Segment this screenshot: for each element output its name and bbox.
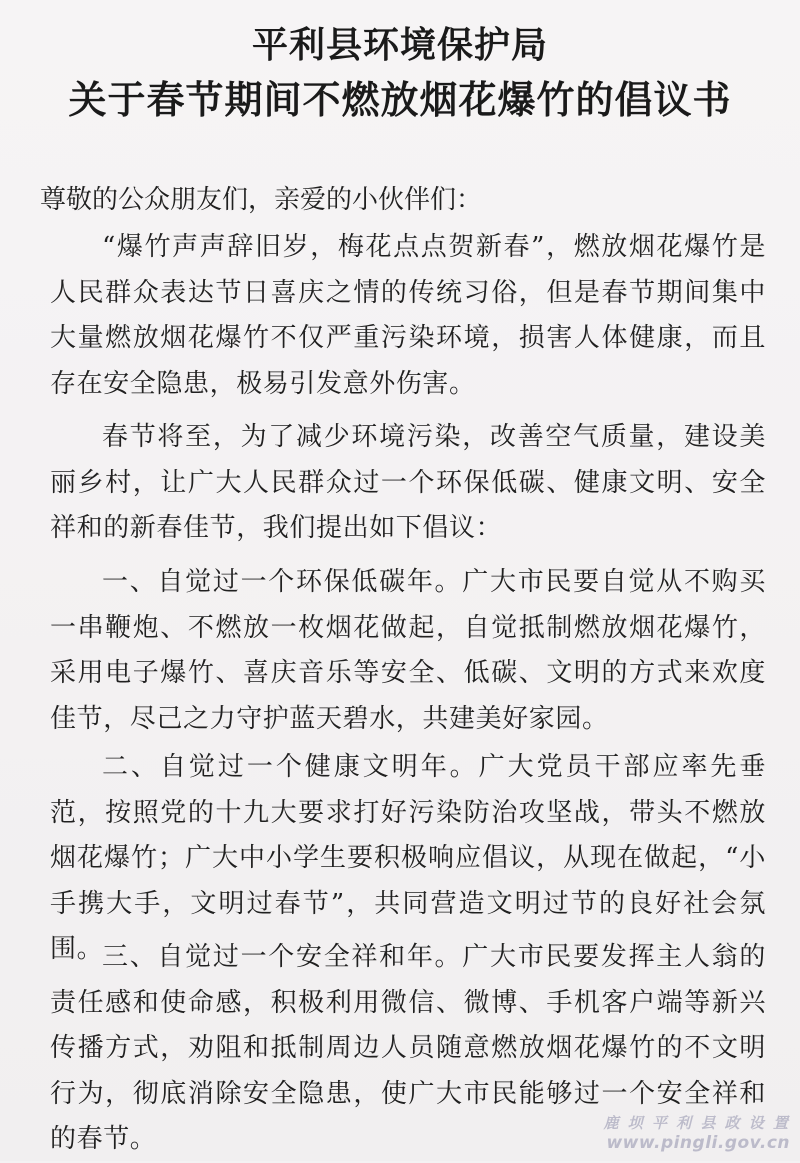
paragraph-proposal-2: 二、自觉过一个健康文明年。广大党员干部应率先垂范，按照党的十九大要求打好污染防治攻坚战，带头不燃放烟花爆竹；广大中小学生要积极响应倡议，从现在做起，“小手携大手，文明过春节”，共同营造文明过节的良好社会氛围。 xyxy=(50,752,766,964)
paragraph-intro: “爆竹声声辞旧岁，梅花点点贺新春”，燃放烟花爆竹是人民群众表达节日喜庆之情的传统习俗，但是春节期间集中大量燃放烟花爆竹不仅严重污染环境，损害人体健康，而且存在安全隐患，极易引发意外伤害。 xyxy=(50,232,766,399)
document-title-line1: 平利县环境保护局 xyxy=(251,25,548,66)
watermark-url: www.pingli.gov.cn xyxy=(606,1133,790,1153)
paragraph-proposal-3: 三、自觉过一个安全祥和年。广大市民要发挥主人翁的责任感和使命感，积极利用微信、微博、手机客户端等新兴传播方式，劝阻和抵制周边人员随意燃放烟花爆竹的不文明行为，彻底消除安全隐患，使广大市民能够过一个安全祥和的春节。 xyxy=(50,942,766,1154)
document-title-line2: 关于春节期间不燃放烟花爆竹的倡议书 xyxy=(68,78,732,122)
paragraph-purpose: 春节将至，为了减少环境污染，改善空气质量，建设美丽乡村，让广大人民群众过一个环保低碳、健康文明、安全祥和的新春佳节，我们提出如下倡议： xyxy=(50,422,766,543)
site-watermark xyxy=(603,1113,790,1153)
watermark-line1: 鹿 坝 平 利 县 政 设 置 xyxy=(603,1114,790,1132)
paragraph-proposal-1: 一、自觉过一个环保低碳年。广大市民要自觉从不购买一串鞭炮、不燃放一枚烟花做起，自觉抵制燃放烟花爆竹，采用电子爆竹、喜庆音乐等安全、低碳、文明的方式来欢度佳节，尽己之力守护蓝天碧水，共建美好家园。 xyxy=(50,567,766,734)
salutation: 尊敬的公众朋友们，亲爱的小伙伴们： xyxy=(40,185,483,215)
